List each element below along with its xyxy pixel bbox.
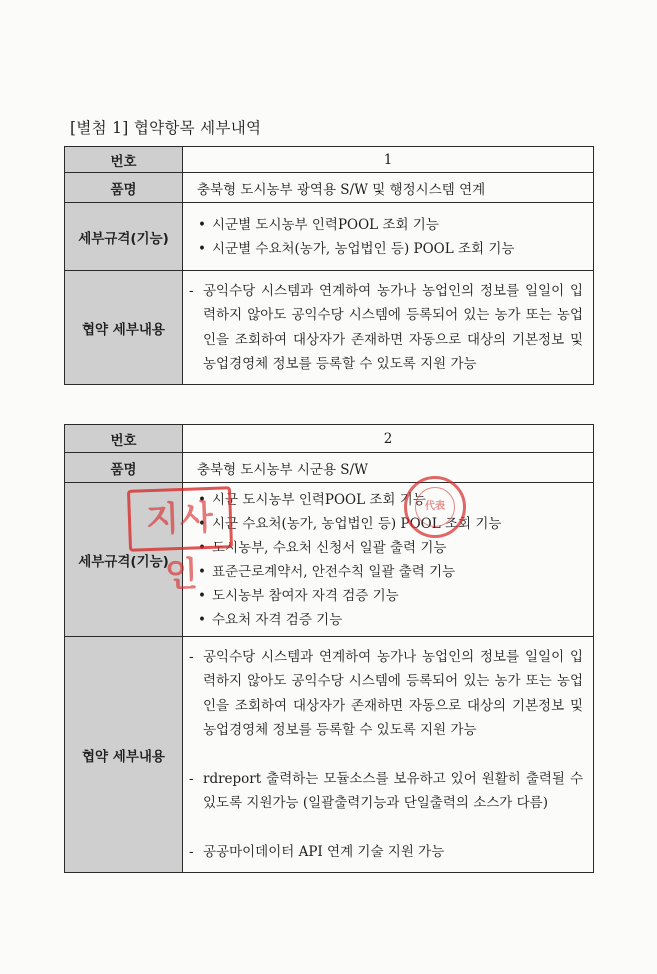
spec-label: 세부규격(기능) [65, 203, 183, 271]
details-paragraph: - rdreport 출력하는 모듈소스를 보유하고 있어 원활히 출력될 수 있도록 지원가능 (일괄출력기능과 단일출력의 소스가 다름) [189, 767, 583, 816]
spec-item: • 시군별 수요처(농가, 농업법인 등) POOL 조회 기능 [198, 237, 592, 261]
spec-item: • 시군 도시농부 인력POOL 조회 기능 [198, 488, 592, 512]
details-cell [183, 271, 594, 385]
number-label: 번호 [65, 147, 183, 173]
spec-list [184, 488, 592, 632]
item-label: 품명 [65, 453, 183, 483]
spec-item: • 시군별 도시농부 인력POOL 조회 기능 [198, 213, 592, 237]
details-paragraph: - 공익수당 시스템과 연계하여 농가나 농업인의 정보를 일일이 입력하지 않아도 공익수당 시스템에 등록되어 있는 농가 또는 농업인을 조회하여 대상자가 존재하면 자동으로 대상의 기본정보 및 농업경영체 정보를 등록할 수 있도록 지원 가능 [189, 645, 583, 743]
document-heading: [별첨 1] 협약항목 세부내역 [70, 119, 262, 137]
spec-cell [183, 203, 594, 271]
spec-item: • 도시농부, 수요처 신청서 일괄 출력 기능 [198, 536, 592, 560]
spec-list [184, 213, 592, 261]
spec-item: • 시군 수요처(농가, 농업법인 등) POOL 조회 기능 [198, 512, 592, 536]
spec-label: 세부규격(기능) [65, 483, 183, 637]
number-value: 2 [183, 425, 594, 453]
item-value: 충북형 도시농부 광역용 S/W 및 행정시스템 연계 [183, 173, 594, 203]
details-label: 협약 세부내용 [65, 637, 183, 873]
spec-cell [183, 483, 594, 637]
details-paragraph: - 공공마이데이터 API 연계 기술 지원 가능 [189, 840, 583, 865]
item-label: 품명 [65, 173, 183, 203]
spec-item: • 표준근로계약서, 안전수칙 일괄 출력 기능 [198, 560, 592, 584]
item-value: 충북형 도시농부 시군용 S/W [183, 453, 594, 483]
number-value: 1 [183, 147, 594, 173]
spec-table-1 [64, 146, 594, 385]
company-stamp-icon: 지사인 [127, 486, 233, 552]
details-label: 협약 세부내용 [65, 271, 183, 385]
round-seal-icon: 代表 [404, 476, 466, 538]
spec-item: • 수요처 자격 검증 기능 [198, 608, 592, 632]
details-paragraph: - 공익수당 시스템과 연계하여 농가나 농업인의 정보를 일일이 입력하지 않아도 공익수당 시스템에 등록되어 있는 농가 또는 농업인을 조회하여 대상자가 존재하면 자동으로 대상의 기본정보 및 농업경영체 정보를 등록할 수 있도록 지원 가능 [189, 279, 583, 377]
number-label: 번호 [65, 425, 183, 453]
details-cell [183, 637, 594, 873]
spec-item: • 도시농부 참여자 자격 검증 기능 [198, 584, 592, 608]
